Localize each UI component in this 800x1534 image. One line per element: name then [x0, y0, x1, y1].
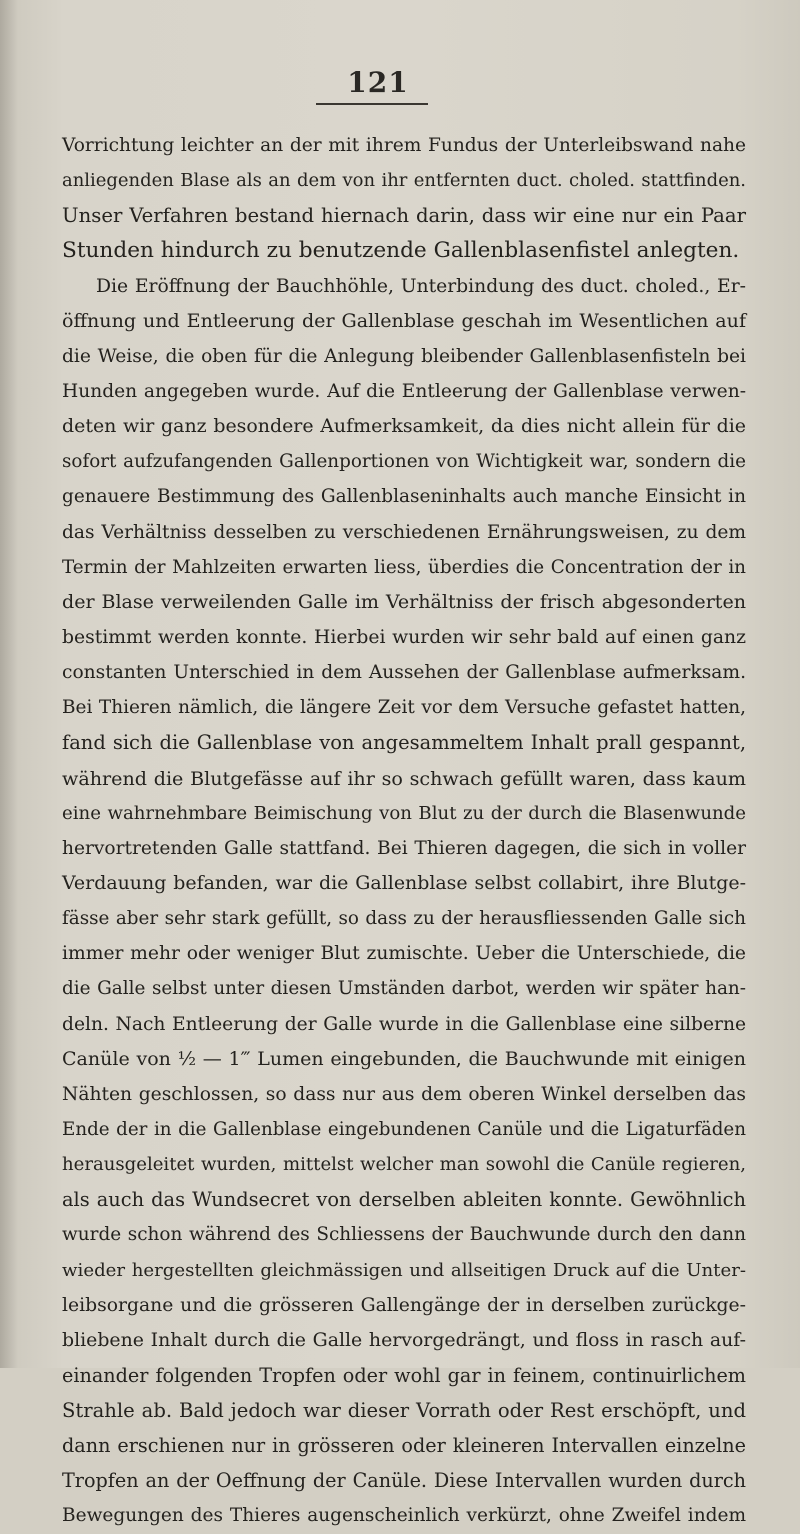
binding-shadow [0, 0, 18, 1368]
text-line: bestimmt werden konnte. Hierbei wurden wir sehr bald auf einen ganz [62, 626, 746, 648]
text-line: fand sich die Gallenblase von angesammeltem Inhalt prall gespannt, [62, 731, 746, 755]
text-line: Die Eröffnung der Bauchhöhle, Unterbindung des duct. choled., Er- [96, 275, 746, 297]
text-line: deten wir ganz besondere Aufmerksamkeit, da dies nicht allein für die [62, 415, 746, 438]
text-line: Canüle von ½ — 1‴ Lumen eingebunden, die Bauchwunde mit einigen [62, 1047, 746, 1070]
text-line: hervortretenden Galle stattfand. Bei Thieren dagegen, die sich in voller [62, 837, 746, 859]
text-line: Stunden hindurch zu benutzende Gallenblasenfistel anlegten. [62, 238, 740, 264]
text-line: öffnung und Entleerung der Gallenblase geschah im Wesentlichen auf [62, 309, 746, 332]
text-line: Verdauung befanden, war die Gallenblase selbst collabirt, ihre Blutge- [62, 871, 746, 894]
text-line: deln. Nach Entleerung der Galle wurde in die Gallenblase eine silberne [62, 1013, 746, 1035]
text-line: leibsorgane und die grösseren Gallengänge der in derselben zurückge- [62, 1294, 746, 1316]
text-line: Tropfen an der Oeffnung der Canüle. Diese Intervallen wurden durch [62, 1469, 746, 1493]
text-line: wieder hergestellten gleichmässigen und allseitigen Druck auf die Unter- [62, 1259, 746, 1281]
text-line: Bewegungen des Thieres augenscheinlich verkürzt, ohne Zweifel indem [62, 1505, 746, 1527]
page-number: 121 [347, 66, 409, 99]
header-rule [316, 103, 428, 105]
text-line: Nähten geschlossen, so dass nur aus dem oberen Winkel derselben das [62, 1083, 746, 1105]
text-line: der Blase verweilenden Galle im Verhältniss der frisch abgesonderten [62, 590, 746, 613]
text-line: genauere Bestimmung des Gallenblaseninhalts auch manche Einsicht in [62, 486, 746, 508]
text-line: die Galle selbst unter diesen Umständen darbot, werden wir später han- [62, 978, 746, 1000]
text-line: einander folgenden Tropfen oder wohl gar in feinem, continuirlichem [62, 1363, 746, 1387]
text-line: Bei Thieren nämlich, die längere Zeit vor dem Versuche gefastet hatten, [62, 697, 746, 719]
text-line: herausgeleitet wurden, mittelst welcher man sowohl die Canüle regieren, [62, 1154, 746, 1176]
text-line: bliebene Inhalt durch die Galle hervorgedrängt, und floss in rasch auf- [62, 1328, 746, 1351]
body-text [62, 128, 746, 1534]
text-line: immer mehr oder weniger Blut zumischte. Ueber die Unterschiede, die [62, 943, 746, 965]
text-line: fässe aber sehr stark gefüllt, so dass zu der herausfliessenden Galle sich [62, 908, 746, 930]
text-line: wurde schon während des Schliessens der Bauchwunde durch den dann [62, 1224, 746, 1246]
text-line: während die Blutgefässe auf ihr so schwach gefüllt waren, dass kaum [62, 766, 746, 790]
text-line: Strahle ab. Bald jedoch war dieser Vorrath oder Rest erschöpft, und [62, 1399, 746, 1423]
text-line: Termin der Mahlzeiten erwarten liess, überdies die Concentration der in [62, 556, 746, 578]
text-line: Hunden angegeben wurde. Auf die Entleerung der Gallenblase verwen- [62, 380, 746, 402]
text-line: das Verhältniss desselben zu verschiedenen Ernährungsweisen, zu dem [62, 521, 746, 543]
text-line: als auch das Wundsecret von derselben ableiten konnte. Gewöhnlich [62, 1188, 746, 1212]
text-line: Unser Verfahren bestand hiernach darin, dass wir eine nur ein Paar [62, 204, 746, 228]
page-header [0, 66, 800, 106]
text-line: eine wahrnehmbare Beimischung von Blut zu der durch die Blasenwunde [62, 802, 746, 824]
text-line: die Weise, die oben für die Anlegung bleibender Gallenblasenfisteln bei [62, 345, 746, 367]
text-line: dann erschienen nur in grösseren oder kleineren Intervallen einzelne [62, 1434, 746, 1458]
text-line: anliegenden Blase als an dem von ihr entfernten duct. choled. stattfinden. [62, 170, 746, 192]
text-line: constanten Unterschied in dem Aussehen der Gallenblase aufmerksam. [62, 662, 746, 684]
text-line: Vorrichtung leichter an der mit ihrem Fundus der Unterleibswand nahe [62, 135, 746, 156]
text-line: Ende der in die Gallenblase eingebundenen Canüle und die Ligaturfäden [62, 1118, 746, 1140]
text-line: sofort aufzufangenden Gallenportionen von Wichtigkeit war, sondern die [62, 451, 746, 473]
